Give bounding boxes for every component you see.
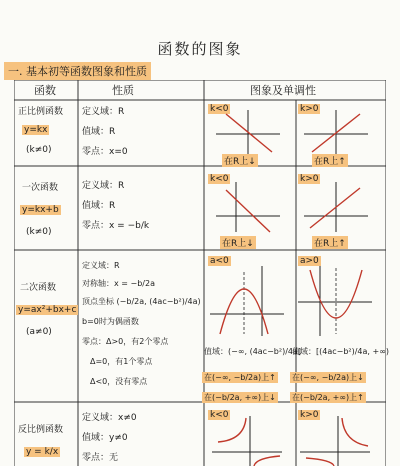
row2-name: 一次函数: [22, 183, 59, 193]
row1-prop-zero: 零点：x=0: [82, 147, 128, 157]
row1-prop-range: 值域：R: [82, 127, 116, 137]
header-graph: 图象及单调性: [250, 84, 316, 97]
row1-graph2-mono: 在R上↑: [312, 154, 348, 167]
row4-prop-domain: 定义域：x≠0: [82, 413, 137, 423]
row2-graph2-mono: 在R上↑: [312, 236, 348, 249]
row1-graph2: [300, 106, 372, 156]
row3-prop-vertex: 顶点坐标 (−b/2a, (4ac−b²)/4a): [82, 297, 201, 306]
row2-prop-range: 值域：R: [82, 201, 116, 211]
row2-formula: y=kx+b: [22, 205, 59, 215]
row4-graph2: [298, 412, 372, 466]
row1-prop-domain: 定义域：R: [82, 107, 125, 117]
row3-graph1: [208, 262, 286, 338]
row3-prop-even: b=0时为偶函数: [82, 317, 139, 326]
row2-graph1: [212, 178, 284, 234]
row3-name: 二次函数: [20, 283, 57, 293]
row2-prop-domain: 定义域：R: [82, 181, 125, 191]
row2-graph1-mono: 在R上↓: [220, 236, 256, 249]
row4-graph2-sign: k>0: [300, 410, 319, 420]
row1-graph2-sign: k>0: [300, 104, 319, 114]
row4-formula: y = k/x: [26, 447, 59, 457]
row1-graph1-mono: 在R上↓: [222, 154, 258, 167]
row3-graph2-mono-up: 在(−b/2a, +∞)上↑: [292, 393, 364, 402]
row2-condition: (k≠0): [26, 227, 52, 237]
header-function: 函数: [34, 84, 56, 97]
row2-graph2: [300, 178, 372, 234]
header-property: 性质: [112, 84, 134, 97]
row4-graph1: [210, 412, 284, 466]
row2-graph2-sign: k>0: [300, 174, 319, 184]
row3-graph2: [296, 262, 374, 338]
row4-prop-range: 值域：y≠0: [82, 433, 128, 443]
row3-graph1-mono-up: 在(−∞, −b/2a)上↑: [204, 373, 276, 382]
page-title: 函数的图象: [157, 40, 243, 58]
row4-graph1-sign: k<0: [210, 410, 229, 420]
row2-graph1-sign: k<0: [210, 174, 229, 184]
row1-condition: (k≠0): [26, 145, 52, 155]
row3-prop-axis: 对称轴：x = −b/2a: [82, 279, 155, 288]
row3-condition: (a≠0): [26, 327, 52, 337]
row3-graph2-mono-down: 在(−∞, −b/2a)上↓: [292, 373, 364, 382]
row3-prop-zero0: Δ<0，没有零点: [90, 377, 148, 386]
row4-prop-zero: 零点：无: [82, 453, 119, 463]
row3-graph1-range: 值域：(−∞, (4ac−b²)/4a]: [204, 347, 302, 356]
row3-graph2-sign: a>0: [300, 256, 319, 266]
row3-prop-zero1: Δ=0，有1个零点: [90, 357, 153, 366]
row2-prop-zero: 零点：x = −b/k: [82, 221, 150, 231]
row1-graph1: [212, 106, 284, 156]
row1-name: 正比例函数: [18, 107, 64, 117]
row3-prop-domain: 定义域：R: [82, 261, 120, 270]
row4-name: 反比例函数: [18, 425, 64, 435]
row3-graph2-range: 值域：[(4ac−b²)/4a, +∞): [292, 347, 390, 356]
row3-prop-zero: 零点：Δ>0，有2个零点: [82, 337, 169, 346]
row1-formula: y=kx: [24, 125, 48, 135]
row3-graph1-mono-down: 在(−b/2a, +∞)上↓: [204, 393, 276, 402]
row3-formula: y=ax²+bx+c: [18, 305, 77, 315]
row1-graph1-sign: k<0: [210, 104, 229, 114]
section-heading: 一. 基本初等函数图象和性质: [4, 62, 151, 80]
row3-graph1-sign: a<0: [210, 256, 229, 266]
